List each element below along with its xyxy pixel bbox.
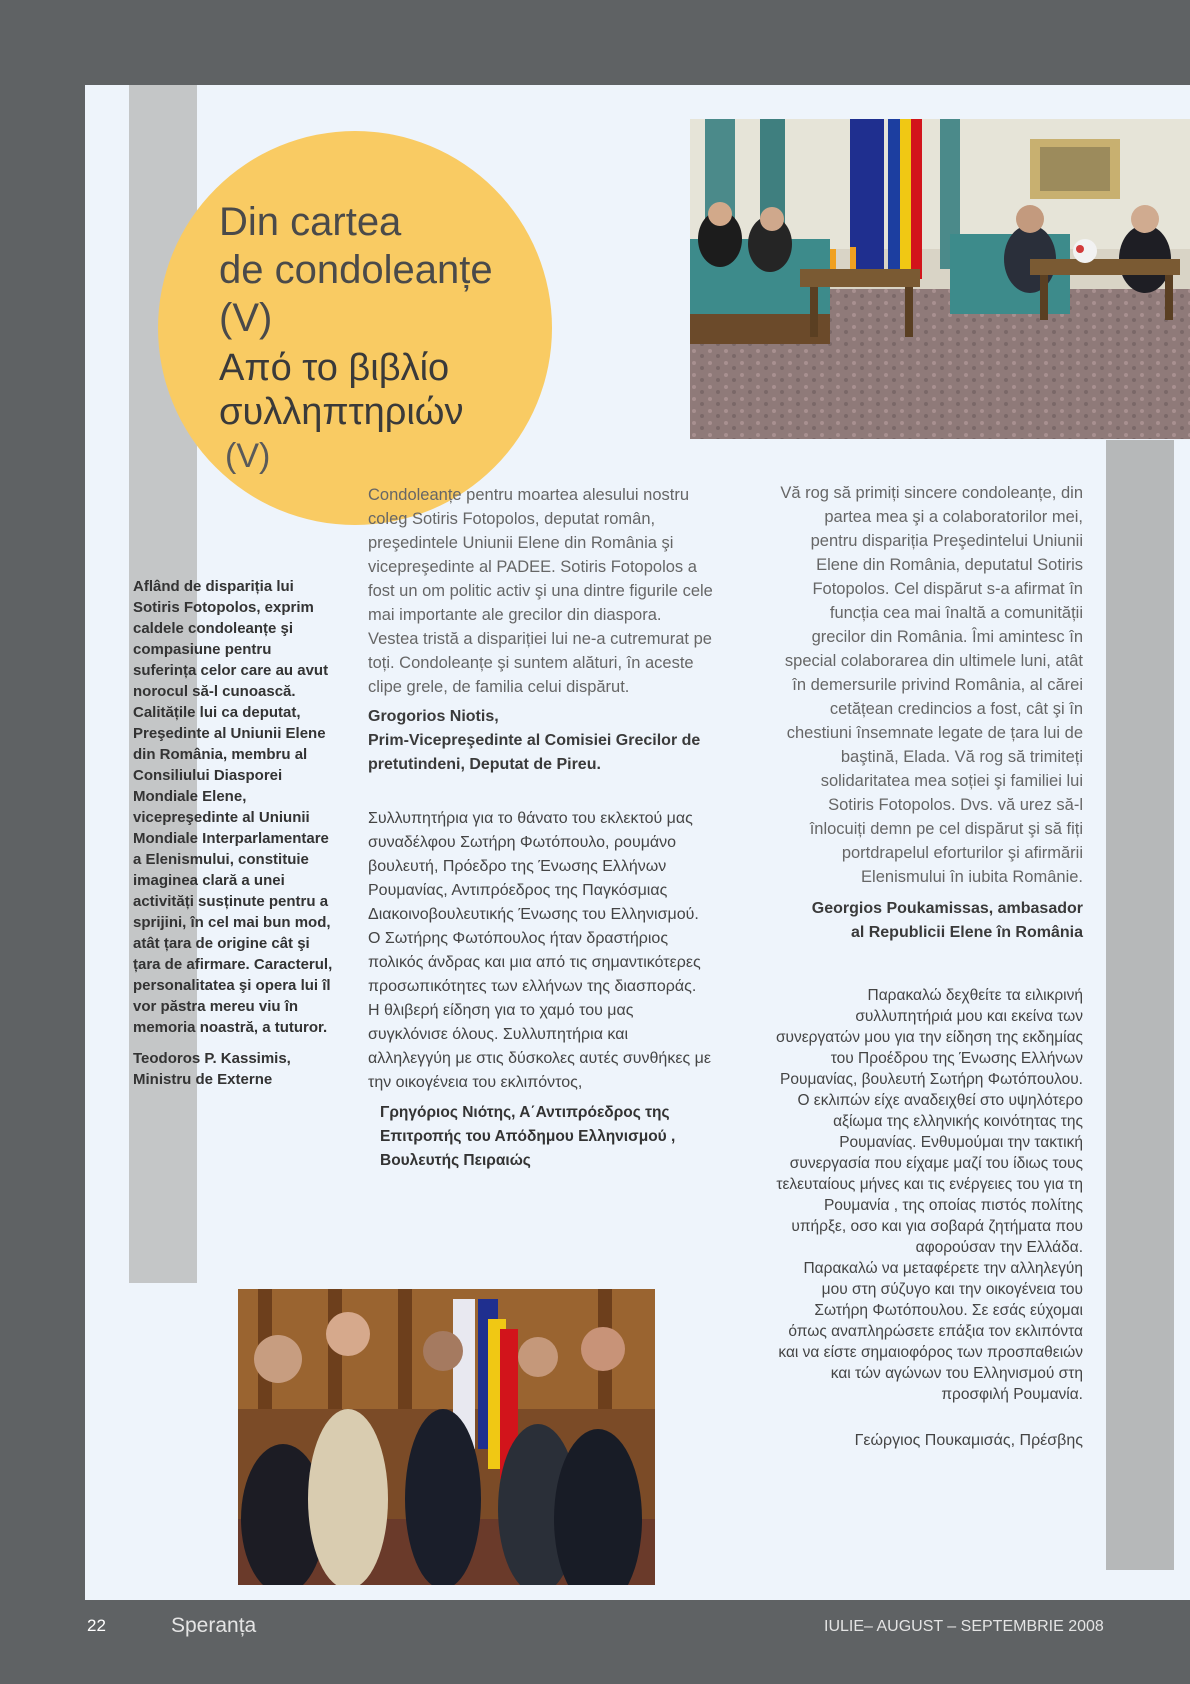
title-gr-line-2: συλληπτηριών xyxy=(219,391,464,433)
right-ro-signature-line-2: al Republicii Elene în România xyxy=(850,924,1083,941)
page xyxy=(85,85,1190,1600)
issue-date: IULIE– AUGUST – SEPTEMBRIE 2008 xyxy=(824,1618,1104,1635)
right-gr-body xyxy=(775,985,1083,1405)
title-ro-line-2: de condoleanțe xyxy=(219,248,493,292)
left-signature-role: Ministru de Externe xyxy=(133,1071,273,1088)
right-decor-bar xyxy=(1106,440,1174,1570)
middle-gr-body xyxy=(368,807,713,1095)
right-ro-signature xyxy=(775,897,1083,945)
group-photo-image xyxy=(238,1289,655,1585)
middle-ro-signature-name: Grogorios Niotis, xyxy=(368,708,499,725)
right-gr-paragraph-2: Ο εκλιπών είχε αναδειχθεί στο υψηλότερο αξίωμα της ελληνικής κοινότητας της Ρουμανίας. Ενθυμούμαι την τακτική συνεργασία που είχαμε μαζί του ίδιως τους τελευταίους μήνες και τις ενέργειες του για τη Ρουμανία , της οποίας πιστός πολίτης υπήρξε, οσο και για σοβαρά ζητήματα που αφορούσαν την Ελλάδα. xyxy=(776,1092,1083,1256)
right-gr-signature: Γεώργιος Πουκαμισάς, Πρέσβης xyxy=(854,1432,1083,1449)
middle-ro-body: Condoleanțe pentru moartea alesului nostru coleg Sotiris Fotopolos, deputat român, preşedintele Uniunii Elene din România şi vicepreşedinte al PADEE. Sotiris Fotopolos a fost un om politic activ şi una dintre figurile cele mai importante ale grecilor din diaspora. Vestea tristă a dispariției lui ne-a cutremurat pe toți. Condoleanțe şi suntem alături, în aceste clipe grele, de familia celui dispărut. xyxy=(368,486,713,696)
left-signature-name: Teodoros P. Kassimis, xyxy=(133,1050,291,1067)
middle-gr-paragraph-2: Η θλιβερή είδηση για το χαμό του μας συγκλόνισε όλους. Συλλυπητήρια και αλληλεγγύη με στις δύσκολες αυτές συνθήκες με την οικογένεια του εκλιπόντος, xyxy=(368,1002,711,1091)
middle-gr-paragraph-1: Συλλυπητήρια για το θάνατο του εκλεκτού μας συναδέλφου Σωτήρη Φωτόπουλο, ρουμάνο βουλευτή, Πρόεδρο της Ένωσης Ελλήνων Ρουμανίας, Αντιπρόεδρος της Παγκόσμιας Διακοινοβουλευτικής Ένωσης του Ελληνισμού. Ο Σωτήρης Φωτόπουλος ήταν δραστήριος πολικός άνδρας και μια από τις σημαντικότερες προσωπικότητες των ελλήνων της διασποράς. xyxy=(368,810,701,995)
right-ro-body: Vă rog să primiți sincere condoleanțe, din partea mea şi a colaboratorilor mei, pentru dispariția Preşedintelui Uniunii Elene din România, deputatul Sotiris Fotopolos. Cel dispărut s-a afirmat în funcția cea mai înaltă a comunității grecilor din România. Îmi amintesc în special colaborarea din ultimele luni, atât în demersurile privind România, al cărei cetățean credincios a fost, cât şi în chestiuni însemnate legate de țara lui de baştină, Elada. Vă rog să trimiteți solidaritatea mea soției şi familiei lui Sotiris Fotopolos. Dvs. vă urez să-l înlocuiți demn pe cel dispărut şi să fiți portdrapelul eforturilor şi afirmării Elenismului în iubita Românie. xyxy=(780,484,1083,886)
middle-gr-signature: Γρηγόριος Νιότης, Α΄Αντιπρόεδρος της Επιτροπής του Απόδημου Ελληνισμού , Βουλευτής Πειραιώς xyxy=(380,1104,676,1169)
title-gr xyxy=(219,346,539,434)
group-photo xyxy=(238,1289,655,1585)
title-ro-line-1: Din cartea xyxy=(219,200,402,244)
right-gr-paragraph-1: Παρακαλώ δεχθείτε τα ειλικρινή συλλυπητήριά μου και εκείνα των συνεργατών μου για την είδηση της εκδημίας του Προέδρου της Ένωσης Ελλήνων Ρουμανίας, βουλευτή Σωτήρη Φωτόπουλου. xyxy=(775,987,1083,1088)
article-title xyxy=(219,198,539,478)
left-column xyxy=(133,576,333,1100)
middle-column xyxy=(368,483,713,1173)
title-gr-line-3: (V) xyxy=(225,437,271,475)
meeting-photo xyxy=(690,119,1190,439)
page-number: 22 xyxy=(87,1616,106,1635)
left-signature xyxy=(133,1048,333,1090)
magazine-name: Speranța xyxy=(171,1614,257,1637)
right-gr-paragraph-3: Παρακαλώ να μεταφέρετε την αλληλεγύη μου στη σύζυγο και την οικογένεια του Σωτήρη Φωτόπουλου. Σε εσάς εύχομαι όπως αναπληρώσετε επάξια τον εκλιπόντα και να είστε σημαιοφόρος των προσπαθειών και τών αγώνων του Ελληνισμού στη προσφιλή Ρουμανία. xyxy=(778,1260,1083,1403)
meeting-photo-image xyxy=(690,119,1190,439)
left-body: Aflând de dispariția lui Sotiris Fotopolos, exprim caldele condoleanțe şi compasiune pentru suferința celor care au avut norocul să-l cunoască. Calitățile lui ca deputat, Preşedinte al Uniunii Elene din România, membru al Consiliului Diasporei Mondiale Elene, vicepreşedinte al Uniunii Mondiale Interparlamentare a Elenismului, constituie imaginea clară a unei activități susținute pentru a sprijini, în cel mai bun mod, atât țara de origine cât şi țara de afirmare. Caracterul, personalitatea şi opera lui îl vor păstra mereu viu în memoria noastră, a tuturor. xyxy=(133,578,333,1036)
middle-ro-signature xyxy=(368,705,713,777)
middle-ro-signature-role: Prim-Vicepreşedinte al Comisiei Grecilor de pretutindeni, Deputat de Pireu. xyxy=(368,732,701,773)
right-column xyxy=(775,481,1083,1453)
title-ro-line-3: (V) xyxy=(219,296,273,340)
right-ro-signature-line-1: Georgios Poukamissas, ambasador xyxy=(811,900,1083,917)
title-gr-line-1: Από το βιβλίο xyxy=(219,347,450,389)
